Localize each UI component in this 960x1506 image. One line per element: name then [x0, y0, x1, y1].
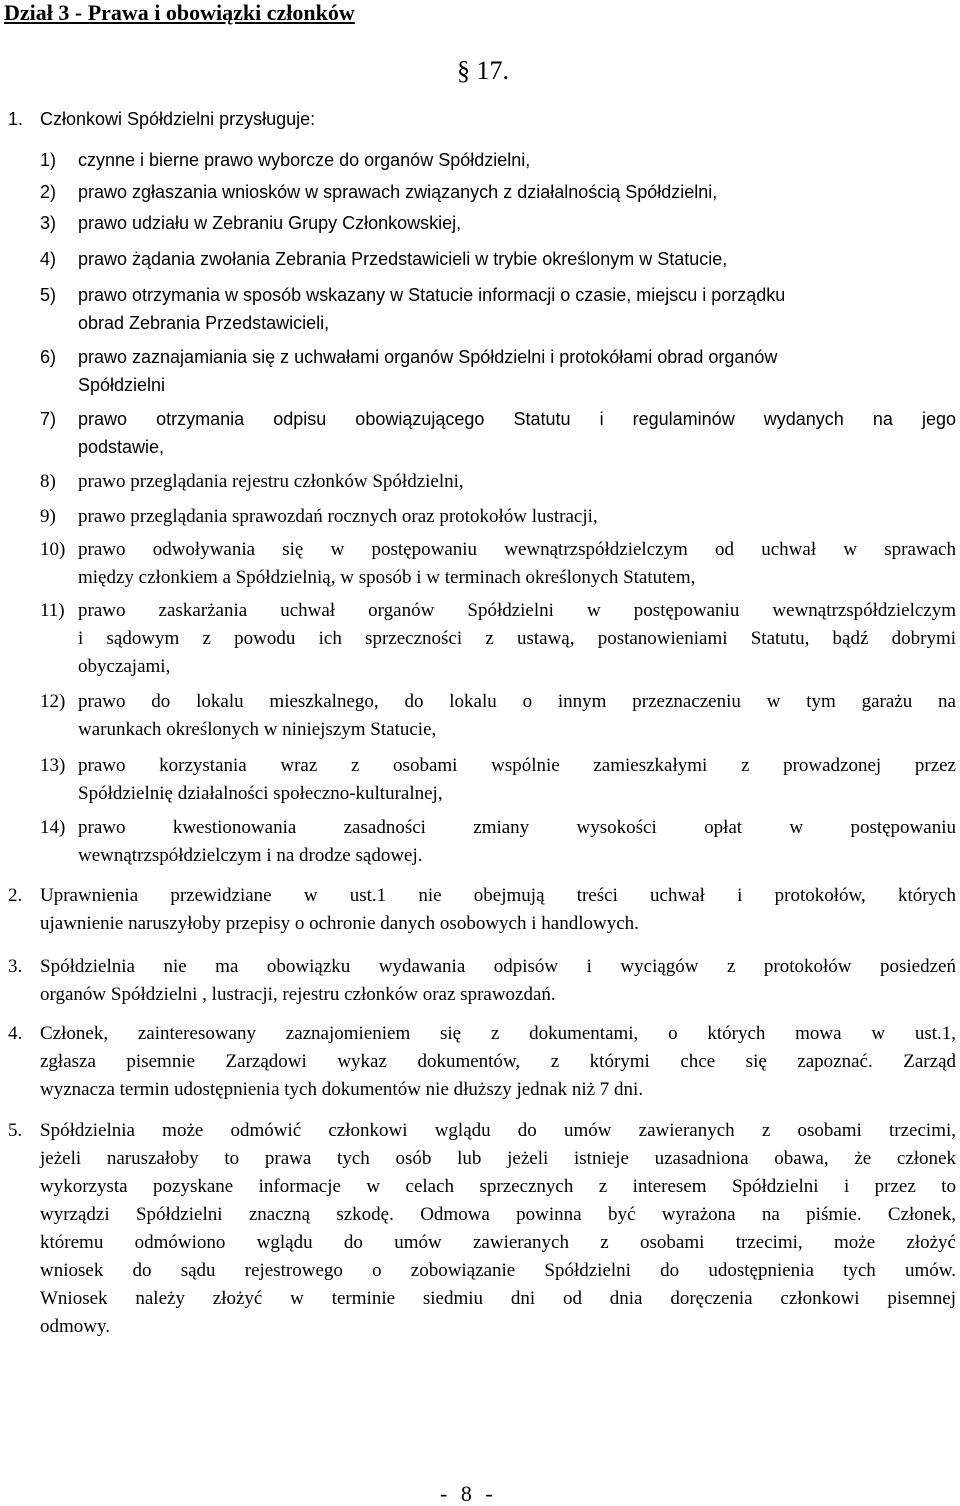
subitem-number: 4)	[40, 249, 57, 269]
subitem-number: 5)	[40, 285, 57, 305]
subitem-number: 11)	[40, 600, 65, 621]
text-line: odmowy.	[40, 1316, 111, 1337]
page-number: - 8 -	[440, 1481, 497, 1506]
item-number: 1.	[8, 109, 24, 129]
text-line: organów Spółdzielni , lustracji, rejestru członków oraz sprawozdań.	[40, 984, 556, 1005]
item-text	[40, 1117, 956, 1341]
subitem-number: 13)	[40, 755, 66, 776]
text-line: Członek, zainteresowany zaznajomieniem się z dokumentami, o których mowa w ust.1,	[40, 1023, 956, 1044]
text-line: Spółdzielnię działalności społeczno-kulturalnej,	[78, 783, 443, 804]
subitem-number: 8)	[40, 471, 56, 492]
text-line: podstawie,	[78, 437, 165, 457]
subitem-number: 3)	[40, 213, 57, 233]
subitem-text	[78, 814, 956, 870]
text-line: warunkach określonych w niniejszym Statucie,	[78, 719, 437, 740]
subitem-number: 9)	[40, 506, 56, 527]
text-line: prawo zaskarżania uchwał organów Spółdzielni w postępowaniu wewnątrzspółdzielczym	[78, 600, 956, 621]
text-line: Spółdzielnia nie ma obowiązku wydawania odpisów i wyciągów z protokołów posiedzeń	[40, 956, 956, 977]
item-text	[40, 882, 956, 938]
subitem-text	[78, 245, 956, 273]
subitem-text	[78, 503, 956, 531]
item-text: Członkowi Spółdzielni przysługuje:	[40, 109, 316, 129]
text-line: któremu odmówiono wglądu do umów zawieranych z osobami trzecimi, może złożyć	[40, 1232, 956, 1253]
text-line: prawo otrzymania odpisu obowiązującego Statutu i regulaminów wydanych na jego	[78, 409, 956, 429]
subitem-text	[78, 688, 956, 744]
subitem-number: 1)	[40, 150, 57, 170]
item-number: 5.	[8, 1120, 23, 1141]
item-number: 3.	[8, 956, 23, 977]
text-line: prawo zaznajamiania się z uchwałami organów Spółdzielni i protokółami obrad organów	[78, 347, 778, 367]
text-line: prawo korzystania wraz z osobami wspólnie zamieszkałymi z prowadzonej przez	[78, 755, 956, 776]
text-line: Spółdzielni	[78, 375, 166, 395]
text-line: między członkiem a Spółdzielnią, w sposób i w terminach określonych Statutem,	[78, 567, 696, 588]
subitem-text	[78, 146, 956, 174]
subitem-number: 14)	[40, 817, 66, 838]
text-line: obyczajami,	[78, 656, 171, 677]
subitem-number: 10)	[40, 539, 66, 560]
text-line: prawo żądania zwołania Zebrania Przedstawicieli w trybie określonym w Statucie,	[78, 249, 728, 269]
text-line: wyznacza termin udostępnienia tych dokumentów nie dłuższy jednak niż 7 dni.	[40, 1079, 644, 1100]
subitem-text	[78, 281, 956, 337]
item-number: 4.	[8, 1023, 23, 1044]
text-line: czynne i bierne prawo wyborcze do organów Spółdzielni,	[78, 150, 531, 170]
item-text	[40, 953, 956, 1009]
text-line: wewnątrzspółdzielczym i na drodze sądowej.	[78, 845, 423, 866]
subitem-number: 6)	[40, 347, 57, 367]
subitem-text	[78, 468, 956, 496]
text-line: prawo odwoływania się w postępowaniu wewnątrzspółdzielczym od uchwał w sprawach	[78, 539, 956, 560]
section-number: § 17.	[457, 56, 509, 85]
text-line: prawo udziału w Zebraniu Grupy Członkowskiej,	[78, 213, 462, 233]
text-line: Spółdzielnia może odmówić członkowi wglądu do umów zawieranych z osobami trzecimi,	[40, 1120, 956, 1141]
text-line: Wniosek należy złożyć w terminie siedmiu dni od dnia doręczenia członkowi pisemnej	[40, 1288, 956, 1309]
text-line: wykorzysta pozyskane informacje w celach sprzecznych z interesem Spółdzielni i przez to	[40, 1176, 956, 1197]
subitem-text	[78, 178, 956, 206]
text-line: prawo przeglądania sprawozdań rocznych oraz protokołów lustracji,	[78, 506, 598, 527]
text-line: ujawnienie naruszyłoby przepisy o ochronie danych osobowych i handlowych.	[40, 913, 639, 934]
text-line: prawo zgłaszania wniosków w sprawach związanych z działalnością Spółdzielni,	[78, 182, 718, 202]
item-text	[40, 1020, 956, 1104]
subitem-text	[78, 209, 956, 237]
text-line: prawo do lokalu mieszkalnego, do lokalu o innym przeznaczeniu w tym garażu na	[78, 691, 956, 712]
text-line: prawo otrzymania w sposób wskazany w Statucie informacji o czasie, miejscu i porządku	[78, 285, 786, 305]
text-line: wyrządzi Spółdzielni znaczną szkodę. Odmowa powinna być wyrażona na piśmie. Członek,	[40, 1204, 956, 1225]
text-line: i sądowym z powodu ich sprzeczności z ustawą, postanowieniami Statutu, bądź dobrymi	[78, 628, 956, 649]
subitem-number: 7)	[40, 409, 57, 429]
subitem-text	[78, 343, 956, 399]
item-number: 2.	[8, 885, 23, 906]
text-line: obrad Zebrania Przedstawicieli,	[78, 313, 330, 333]
text-line: wniosek do sądu rejestrowego o zobowiązanie Spółdzielni do udostępnienia tych umów.	[40, 1260, 956, 1281]
subitem-text	[78, 752, 956, 808]
chapter-heading: Dział 3 - Prawa i obowiązki członków	[4, 0, 355, 25]
text-line: prawo przeglądania rejestru członków Spółdzielni,	[78, 471, 464, 492]
subitem-number: 2)	[40, 182, 57, 202]
text-line: prawo kwestionowania zasadności zmiany wysokości opłat w postępowaniu	[78, 817, 956, 838]
subitem-text	[78, 597, 956, 681]
text-line: jeżeli naruszałoby to prawa tych osób lub jeżeli istnieje uzasadniona obawa, że członek	[40, 1148, 956, 1169]
text-line: zgłasza pisemnie Zarządowi wykaz dokumentów, z którymi chce się zapoznać. Zarząd	[40, 1051, 956, 1072]
text-line: Uprawnienia przewidziane w ust.1 nie obejmują treści uchwał i protokołów, których	[40, 885, 956, 906]
subitem-text	[78, 536, 956, 592]
subitem-number: 12)	[40, 691, 66, 712]
subitem-text	[78, 405, 956, 461]
